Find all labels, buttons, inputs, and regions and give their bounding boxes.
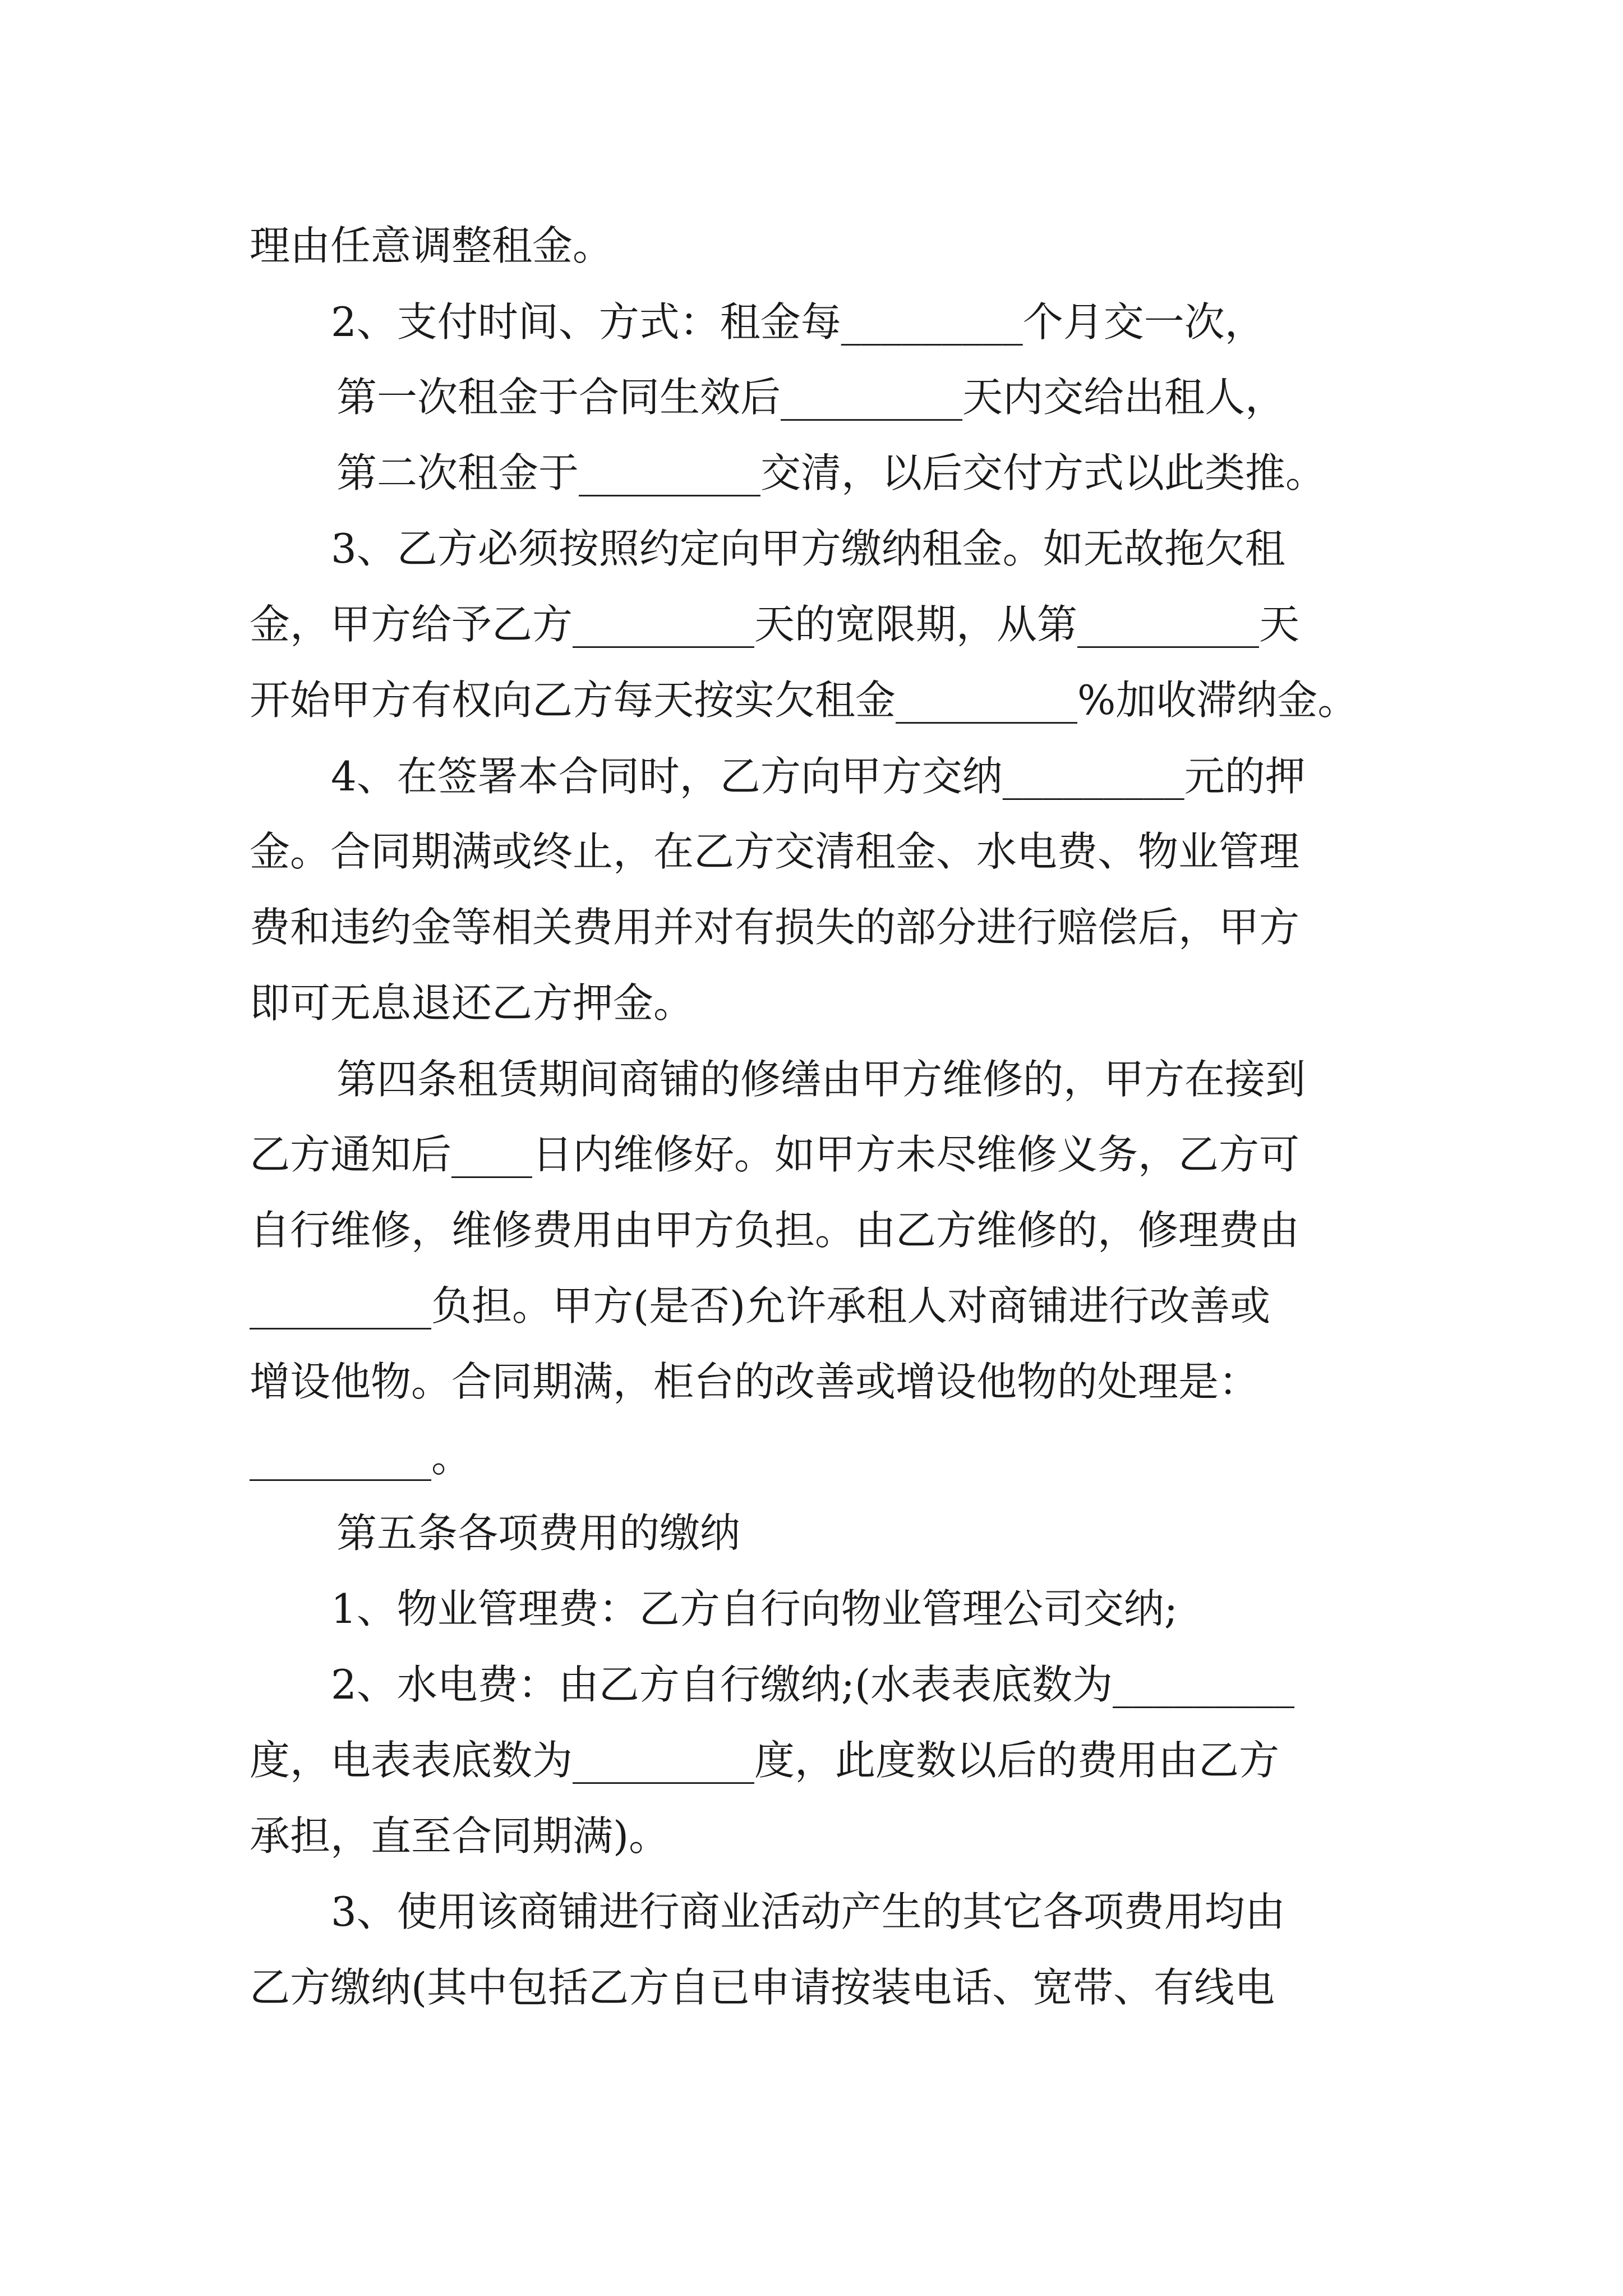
text-line: 3、乙方必须按照约定向甲方缴纳租金。如无故拖欠租 bbox=[331, 525, 1285, 572]
text-line: _________负担。甲方(是否)允许承租人对商铺进行改善或 bbox=[250, 1282, 1271, 1329]
text-line: 度，电表表底数为_________度，此度数以后的费用由乙方 bbox=[250, 1737, 1280, 1784]
text-line: 增设他物。合同期满，柜台的改善或增设他物的处理是： bbox=[250, 1358, 1260, 1405]
text-line: 2、水电费：由乙方自行缴纳;(水表表底数为_________ bbox=[331, 1661, 1295, 1708]
text-line: 第五条各项费用的缴纳 bbox=[336, 1510, 741, 1557]
text-line: 第二次租金于_________交清，以后交付方式以此类推。 bbox=[336, 449, 1326, 496]
text-line: 1、物业管理费：乙方自行向物业管理公司交纳; bbox=[331, 1585, 1178, 1632]
text-line: 金。合同期满或终止，在乙方交清租金、水电费、物业管理 bbox=[250, 828, 1300, 875]
text-line: 费和违约金等相关费用并对有损失的部分进行赔偿后，甲方 bbox=[250, 904, 1300, 951]
text-line: 乙方缴纳(其中包括乙方自已申请按装电话、宽带、有线电 bbox=[250, 1964, 1275, 2011]
text-line: _________。 bbox=[250, 1434, 472, 1481]
text-line: 承担，直至合同期满)。 bbox=[250, 1812, 670, 1860]
text-line: 3、使用该商铺进行商业活动产生的其它各项费用均由 bbox=[331, 1888, 1285, 1935]
text-line: 第一次租金于合同生效后_________天内交给出租人， bbox=[336, 374, 1286, 421]
text-line: 即可无息退还乙方押金。 bbox=[250, 979, 694, 1027]
text-line: 开始甲方有权向乙方每天按实欠租金_________%加收滞纳金。 bbox=[250, 677, 1358, 724]
text-line: 金，甲方给予乙方_________天的宽限期，从第_________天 bbox=[250, 601, 1300, 648]
text-line: 第四条租赁期间商铺的修缮由甲方维修的，甲方在接到 bbox=[336, 1056, 1306, 1103]
text-line: 自行维修，维修费用由甲方负担。由乙方维修的，修理费由 bbox=[250, 1207, 1300, 1254]
text-line: 2、支付时间、方式：租金每_________个月交一次， bbox=[331, 298, 1265, 346]
text-line: 理由任意调整租金。 bbox=[250, 222, 614, 269]
text-line: 4、在签署本合同时，乙方向甲方交纳_________元的押 bbox=[331, 753, 1306, 800]
text-line: 乙方通知后____日内维修好。如甲方未尽维修义务，乙方可 bbox=[250, 1131, 1300, 1178]
